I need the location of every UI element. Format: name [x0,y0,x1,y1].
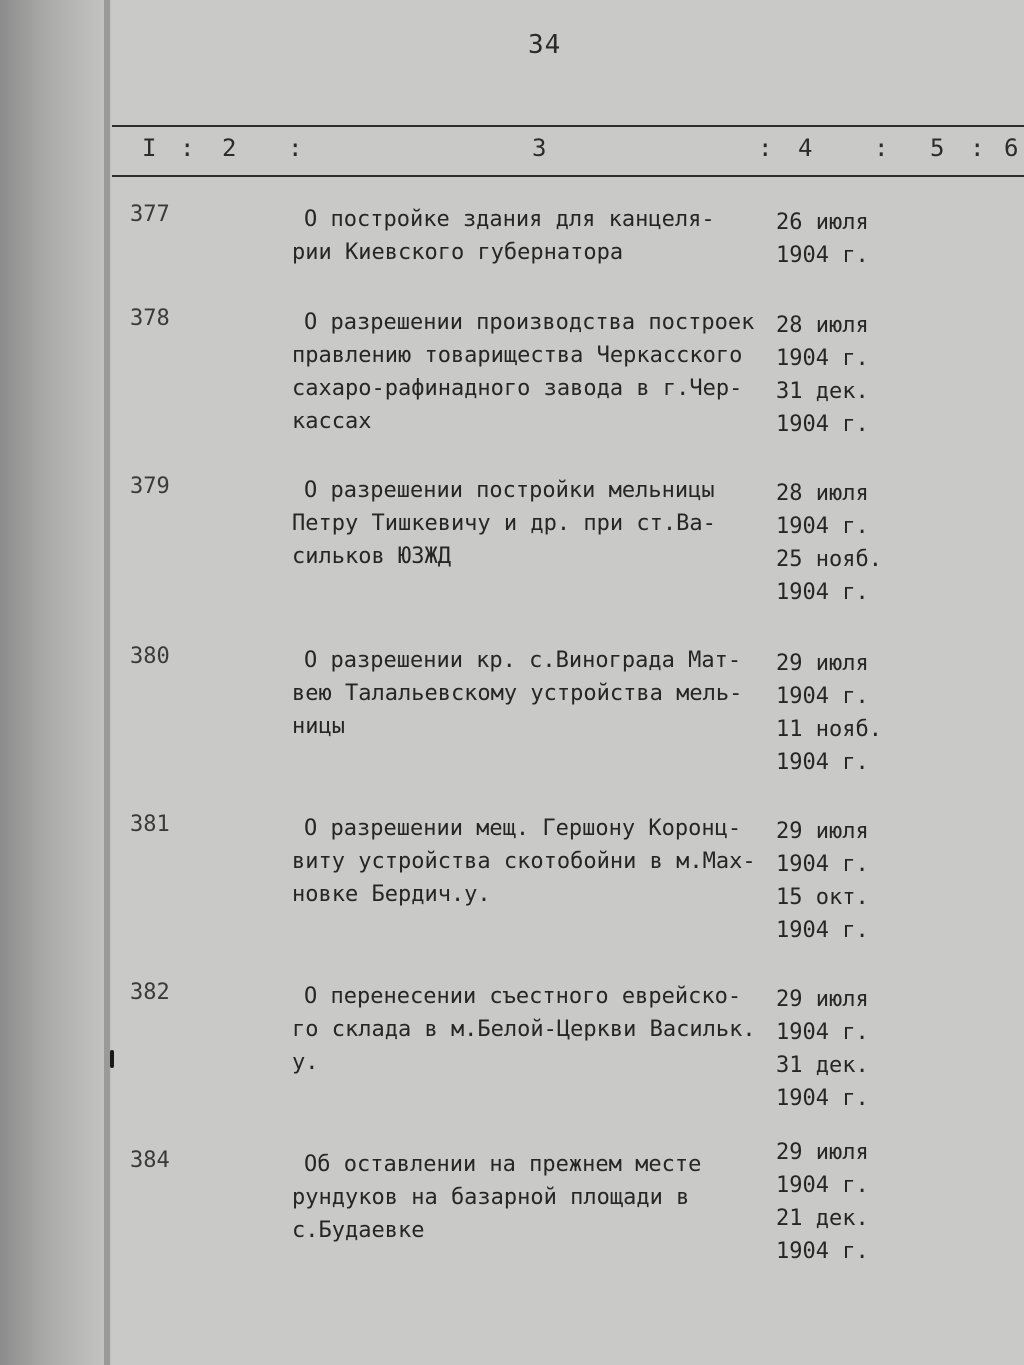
row-date-line: 15 окт. [776,885,869,910]
book-spine-shadow [0,0,112,1365]
row-date-line: 31 дек. [776,1053,869,1078]
column-header-6: 6 [1004,134,1019,162]
column-header-2: 2 [222,134,237,162]
row-title-line: О перенесении съестного еврейско- [304,984,742,1009]
column-header-1: I [142,134,157,162]
row-title-line: правлению товарищества Черкасского [292,343,743,368]
binding-mark [110,1050,114,1068]
row-date-line: 28 июля [776,481,869,506]
row-date-line: 29 июля [776,987,869,1012]
column-separator: : [970,134,985,162]
row-date-line: 31 дек. [776,379,869,404]
row-title-line: О разрешении производства построек [304,310,755,335]
row-title-line: у. [292,1050,319,1075]
column-header-3: 3 [532,134,547,162]
row-date-line: 1904 г. [776,346,869,371]
row-date-line: 29 июля [776,651,869,676]
row-title-line: сахаро-рафинадного завода в г.Чер- [292,376,743,401]
row-title-line: рии Киевского губернатора [292,240,624,265]
row-number: 379 [130,474,170,499]
row-title-line: О разрешении постройки мельницы [304,478,715,503]
row-title-line: О разрешении кр. с.Винограда Мат- [304,648,742,673]
row-title-line: новке Бердич.у. [292,882,491,907]
row-title-line: Об оставлении на прежнем месте [304,1152,702,1177]
row-title-line: сильков ЮЗЖД [292,544,451,569]
row-date-line: 28 июля [776,313,869,338]
row-number: 378 [130,306,170,331]
row-date-line: 1904 г. [776,918,869,943]
row-title-line: рундуков на базарной площади в [292,1185,690,1210]
row-date-line: 1904 г. [776,580,869,605]
page-edge [104,0,110,1365]
header-top-rule [112,125,1024,127]
row-title-line: О постройке здания для канцеля- [304,207,715,232]
column-header-5: 5 [930,134,945,162]
row-title-line: виту устройства скотобойни в м.Мах- [292,849,756,874]
row-date-line: 1904 г. [776,684,869,709]
column-separator: : [758,134,773,162]
row-date-line: 1904 г. [776,1086,869,1111]
row-title-line: с.Будаевке [292,1218,425,1243]
row-title-line: О разрешении мещ. Гершону Коронц- [304,816,742,841]
row-date-line: 1904 г. [776,1173,869,1198]
row-date-line: 26 июля [776,210,869,235]
row-date-line: 1904 г. [776,243,869,268]
row-date-line: 1904 г. [776,750,869,775]
page-number: 34 [528,30,562,60]
row-title-line: кассах [292,409,372,434]
row-date-line: 1904 г. [776,1239,869,1264]
row-title-line: го склада в м.Белой-Церкви Васильк. [292,1017,756,1042]
row-number: 381 [130,812,170,837]
row-number: 382 [130,980,170,1005]
row-date-line: 1904 г. [776,1020,869,1045]
row-title-line: Петру Тишкевичу и др. при ст.Ва- [292,511,716,536]
row-date-line: 1904 г. [776,852,869,877]
row-title-line: вею Талальевскому устройства мель- [292,681,743,706]
column-separator: : [874,134,889,162]
row-date-line: 11 нояб. [776,717,882,742]
row-date-line: 1904 г. [776,514,869,539]
row-date-line: 25 нояб. [776,547,882,572]
column-separator: : [288,134,303,162]
row-date-line: 21 дек. [776,1206,869,1231]
row-date-line: 29 июля [776,1140,869,1165]
row-number: 377 [130,202,170,227]
row-date-line: 29 июля [776,819,869,844]
row-date-line: 1904 г. [776,412,869,437]
row-title-line: ницы [292,714,345,739]
row-number: 380 [130,644,170,669]
column-separator: : [180,134,195,162]
header-bottom-rule [112,175,1024,177]
column-header-4: 4 [798,134,813,162]
row-number: 384 [130,1148,170,1173]
